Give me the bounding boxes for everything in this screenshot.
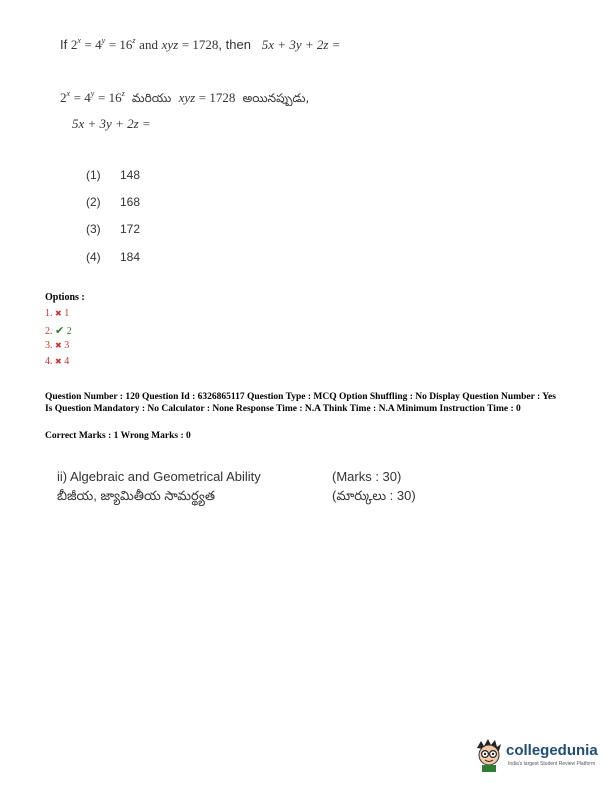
xyz-term: xyz (161, 37, 179, 52)
choice-number: (4) (86, 250, 101, 264)
response-value: 1 (64, 308, 70, 319)
mascot-icon (474, 738, 504, 772)
response-1 (45, 308, 69, 319)
product-value: 1728 (192, 37, 219, 52)
te-exp-c: z (121, 89, 125, 98)
choice-value: 184 (120, 250, 141, 264)
choice-value: 172 (120, 222, 141, 236)
te-exp-a: x (66, 89, 71, 98)
te-base-c: 16 (108, 90, 122, 105)
choice-number: (3) (86, 222, 101, 236)
te-and-word: మరియు (131, 91, 172, 105)
section-marks-english: (Marks : 30) (332, 469, 402, 484)
question-meta: Question Number : 120 Question Id : 6326865117 Question Type : MCQ Option Shuffling : No Display Question Number : Yes Is Question Mandatory : No Calculator : None Response Time : N.A Think Time : N.A Minimum Instruction Time : 0 (45, 392, 556, 414)
wrong-icon: ✖ (55, 309, 62, 318)
question-prefix: If (60, 37, 68, 52)
response-4 (45, 356, 69, 367)
choice-number: (2) (86, 195, 101, 209)
te-product-value: 1728 (209, 90, 236, 105)
correct-check-icon: ✔ (55, 325, 65, 337)
te-base-a: 2 (60, 90, 67, 105)
and-word: and (139, 37, 158, 52)
response-value: 2 (66, 326, 72, 337)
target-expression: 5x + 3y + 2z = (261, 37, 341, 52)
response-index: 3. (45, 340, 53, 351)
exp-c: z (132, 36, 136, 45)
choice-3 (86, 222, 140, 236)
response-value: 4 (64, 356, 70, 367)
question-telugu: $2^x = 4^y = 16^z$ మరియు xyz = 1728 అయినప్పుడు, (60, 89, 310, 105)
response-index: 2. (45, 326, 53, 337)
question-telugu-expression: 5x + 3y + 2z = (72, 116, 151, 131)
choice-4 (86, 250, 140, 264)
logo-tagline: India's largest Student Review Platform (508, 761, 596, 767)
choice-1 (86, 168, 140, 182)
section-title-english: ii) Algebraic and Geometrical Ability (57, 469, 261, 484)
base-a: 2 (70, 37, 78, 52)
te-exp-b: y (90, 89, 95, 98)
marks-info: Correct Marks : 1 Wrong Marks : 0 (45, 431, 191, 441)
response-2 (45, 324, 72, 337)
exp-b: y (101, 36, 106, 45)
response-value: 3 (64, 340, 70, 351)
choice-value: 168 (120, 195, 141, 209)
choice-2 (86, 195, 140, 209)
collegedunia-logo (474, 738, 604, 774)
logo-name: collegedunia (506, 742, 598, 759)
question-english: If $2^x = 4^y = 16^z$ and xyz = 1728, then 5x + 3y + 2z = (60, 36, 341, 52)
choice-number: (1) (86, 168, 101, 182)
te-base-b: 4 (84, 90, 91, 105)
base-c: 16 (119, 37, 133, 52)
section-marks-telugu: (మార్కులు : 30) (332, 488, 416, 503)
te-xyz-term: xyz (178, 90, 196, 105)
then-word: , then (218, 37, 251, 52)
response-3 (45, 340, 69, 351)
section-title-telugu: బీజీయ, జ్యామితీయ సామర్థ్యత (57, 488, 215, 503)
wrong-icon: ✖ (55, 341, 62, 350)
options-heading: Options : (45, 292, 85, 303)
response-index: 4. (45, 356, 53, 367)
response-index: 1. (45, 308, 53, 319)
exp-a: x (77, 36, 81, 45)
te-then-word: అయినప్పుడు, (242, 91, 310, 105)
choice-value: 148 (120, 168, 141, 182)
base-b: 4 (95, 37, 102, 52)
wrong-icon: ✖ (55, 357, 62, 366)
